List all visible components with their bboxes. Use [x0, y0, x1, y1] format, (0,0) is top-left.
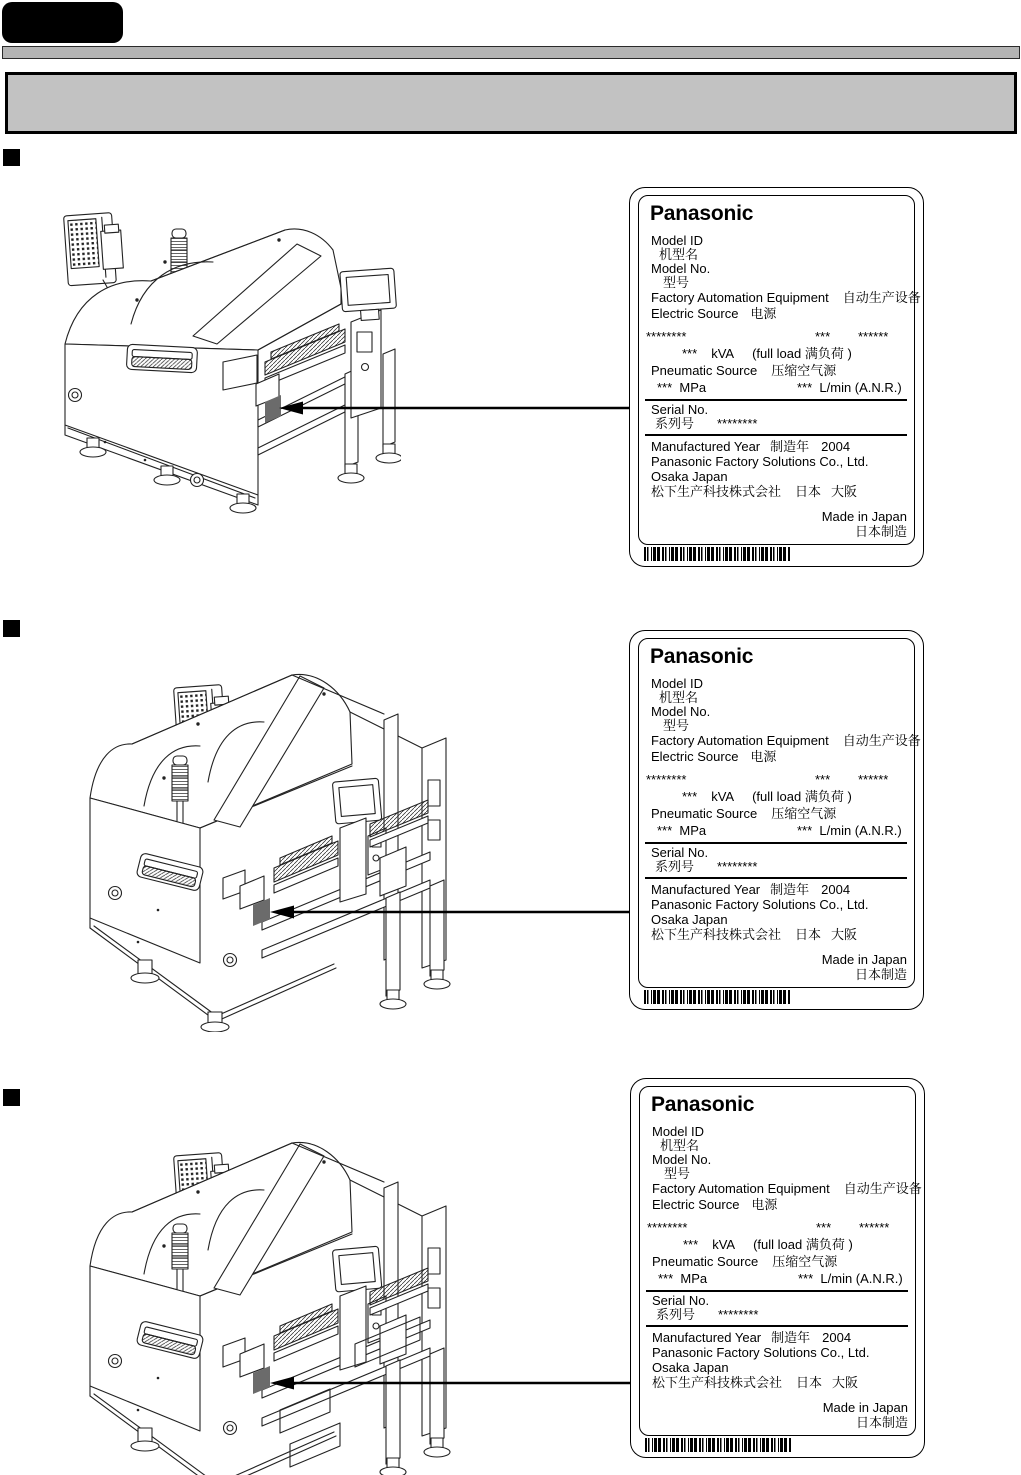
kva-note: (full load 满负荷 ): [752, 346, 852, 361]
electric-value-2: ***: [815, 329, 831, 344]
model-no-label: Model No.: [651, 704, 711, 719]
pneumatic-label-zh: 压缩空气源: [771, 806, 837, 821]
kva-unit: kVA: [712, 1237, 736, 1252]
company-city: Osaka Japan: [651, 469, 728, 484]
equipment-row: [651, 734, 921, 748]
barcode: [644, 547, 791, 561]
made-in-label: Made in Japan: [822, 1400, 908, 1415]
company-name-zh: 松下生产科技株式会社: [651, 484, 782, 499]
flow-value: *** L/min (A.N.R.): [797, 380, 902, 395]
electric-value-3: ******: [858, 329, 889, 344]
electric-value-1: ********: [647, 1220, 688, 1235]
electric-source-label: Electric Source: [652, 1197, 740, 1212]
electric-value-3: ******: [858, 772, 889, 787]
serial-value: ********: [717, 416, 758, 431]
model-no-label-zh: 型号: [664, 1166, 691, 1181]
made-in-label-zh: 日本制造: [854, 524, 907, 539]
company-name-zh: 松下生产科技株式会社: [651, 927, 782, 942]
company-name: Panasonic Factory Solutions Co., Ltd.: [651, 897, 869, 912]
model-id-label-zh: 机型名: [660, 1138, 700, 1153]
electric-value-2: ***: [816, 1220, 832, 1235]
equipment-label-zh: 自动生产设备: [842, 290, 921, 305]
chapter-tab: [2, 2, 123, 43]
model-no-label-zh: 型号: [663, 718, 690, 733]
electric-value-2: ***: [815, 772, 831, 787]
model-no-label: Model No.: [651, 261, 711, 276]
serial-label: Serial No.: [652, 1293, 710, 1308]
manufactured-year-label: Manufactured Year: [651, 439, 761, 454]
nameplate-label-2: [629, 630, 924, 1010]
nameplate-pointer-arrow-2: [270, 902, 632, 922]
nameplate-pointer-arrow-3: [270, 1373, 632, 1393]
manufactured-year-row: [651, 883, 850, 897]
kva-value: ***: [682, 789, 698, 804]
panasonic-logo: Panasonic: [650, 645, 754, 668]
serial-label-zh: 系列号: [656, 1307, 696, 1322]
barcode: [644, 990, 791, 1004]
mpa-value: *** MPa: [658, 1271, 708, 1286]
company-country-zh: 日本: [796, 1375, 823, 1390]
pneumatic-label-zh: 压缩空气源: [771, 363, 837, 378]
company-name-zh: 松下生产科技株式会社: [652, 1375, 783, 1390]
nameplate-label-3: [630, 1078, 925, 1458]
separator-rule: [645, 399, 907, 401]
machine-illustration-2: [78, 660, 463, 1032]
equipment-label-zh: 自动生产设备: [842, 733, 921, 748]
section-marker-3: [3, 1089, 20, 1106]
serial-value: ********: [718, 1307, 759, 1322]
equipment-row: [651, 291, 921, 305]
electric-source-row: [651, 307, 776, 321]
kva-note: (full load 满负荷 ): [753, 1237, 853, 1252]
nameplate-pointer-arrow-1: [279, 398, 632, 418]
equipment-label-zh: 自动生产设备: [843, 1181, 922, 1196]
separator-rule: [645, 434, 907, 436]
panasonic-logo: Panasonic: [651, 1093, 755, 1116]
separator-rule: [646, 1325, 908, 1327]
barcode: [645, 1438, 792, 1452]
manufactured-year-value: 2004: [821, 439, 851, 454]
flow-value: *** L/min (A.N.R.): [797, 823, 902, 838]
manufactured-year-label: Manufactured Year: [651, 882, 761, 897]
pneumatic-row: [651, 364, 836, 378]
section-marker-2: [3, 620, 20, 637]
nameplate-label-1: [629, 187, 924, 567]
company-name: Panasonic Factory Solutions Co., Ltd.: [652, 1345, 870, 1360]
company-country-zh: 日本: [795, 927, 822, 942]
manufactured-year-row: [651, 440, 850, 454]
made-in-label: Made in Japan: [821, 952, 907, 967]
section-heading-band: [5, 72, 1017, 134]
separator-rule: [645, 877, 907, 879]
company-city-zh: 大阪: [832, 1375, 859, 1390]
serial-label: Serial No.: [651, 402, 709, 417]
serial-label-zh: 系列号: [655, 416, 695, 431]
model-id-label-zh: 机型名: [659, 690, 699, 705]
manufactured-year-label-zh: 制造年: [770, 882, 810, 897]
kva-value: ***: [682, 346, 698, 361]
pneumatic-label-zh: 压缩空气源: [772, 1254, 838, 1269]
company-name-zh-row: [651, 485, 857, 499]
manufactured-year-label: Manufactured Year: [652, 1330, 762, 1345]
electric-source-label-zh: 电源: [750, 749, 777, 764]
made-in-label-zh: 日本制造: [855, 1415, 908, 1430]
manufactured-year-value: 2004: [822, 1330, 852, 1345]
electric-source-label: Electric Source: [651, 306, 739, 321]
kva-note: (full load 满负荷 ): [752, 789, 852, 804]
model-id-label: Model ID: [652, 1124, 705, 1139]
machine-illustration-3: [78, 1128, 463, 1475]
equipment-label: Factory Automation Equipment: [651, 290, 829, 305]
equipment-row: [652, 1182, 922, 1196]
section-marker-1: [3, 149, 20, 166]
kva-unit: kVA: [711, 346, 735, 361]
serial-value: ********: [717, 859, 758, 874]
company-name-zh-row: [651, 928, 857, 942]
kva-unit: kVA: [711, 789, 735, 804]
pneumatic-label: Pneumatic Source: [651, 806, 758, 821]
company-name-zh-row: [652, 1376, 858, 1390]
model-no-label-zh: 型号: [663, 275, 690, 290]
pneumatic-label: Pneumatic Source: [652, 1254, 759, 1269]
company-city-zh: 大阪: [831, 927, 858, 942]
mpa-value: *** MPa: [657, 380, 707, 395]
equipment-label: Factory Automation Equipment: [651, 733, 829, 748]
pneumatic-row: [652, 1255, 837, 1269]
electric-value-3: ******: [859, 1220, 890, 1235]
manufactured-year-label-zh: 制造年: [771, 1330, 811, 1345]
mpa-value: *** MPa: [657, 823, 707, 838]
company-name: Panasonic Factory Solutions Co., Ltd.: [651, 454, 869, 469]
company-city-zh: 大阪: [831, 484, 858, 499]
made-in-label-zh: 日本制造: [854, 967, 907, 982]
serial-label-zh: 系列号: [655, 859, 695, 874]
company-country-zh: 日本: [795, 484, 822, 499]
header-rule: [2, 46, 1020, 59]
electric-source-row: [652, 1198, 777, 1212]
kva-value: ***: [683, 1237, 699, 1252]
separator-rule: [645, 842, 907, 844]
electric-value-1: ********: [646, 329, 687, 344]
model-id-label: Model ID: [651, 233, 704, 248]
electric-source-label-zh: 电源: [751, 1197, 778, 1212]
manufactured-year-row: [652, 1331, 851, 1345]
kva-row: [682, 347, 852, 361]
company-city: Osaka Japan: [651, 912, 728, 927]
electric-value-1: ********: [646, 772, 687, 787]
serial-label: Serial No.: [651, 845, 709, 860]
panasonic-logo: Panasonic: [650, 202, 754, 225]
flow-value: *** L/min (A.N.R.): [798, 1271, 903, 1286]
machine-illustration-1: [45, 192, 401, 540]
pneumatic-label: Pneumatic Source: [651, 363, 758, 378]
pneumatic-row: [651, 807, 836, 821]
manufactured-year-label-zh: 制造年: [770, 439, 810, 454]
model-id-label-zh: 机型名: [659, 247, 699, 262]
company-city: Osaka Japan: [652, 1360, 729, 1375]
separator-rule: [646, 1290, 908, 1292]
model-no-label: Model No.: [652, 1152, 712, 1167]
kva-row: [683, 1238, 853, 1252]
made-in-label: Made in Japan: [821, 509, 907, 524]
electric-source-row: [651, 750, 776, 764]
equipment-label: Factory Automation Equipment: [652, 1181, 830, 1196]
electric-source-label-zh: 电源: [750, 306, 777, 321]
manufactured-year-value: 2004: [821, 882, 851, 897]
kva-row: [682, 790, 852, 804]
model-id-label: Model ID: [651, 676, 704, 691]
electric-source-label: Electric Source: [651, 749, 739, 764]
